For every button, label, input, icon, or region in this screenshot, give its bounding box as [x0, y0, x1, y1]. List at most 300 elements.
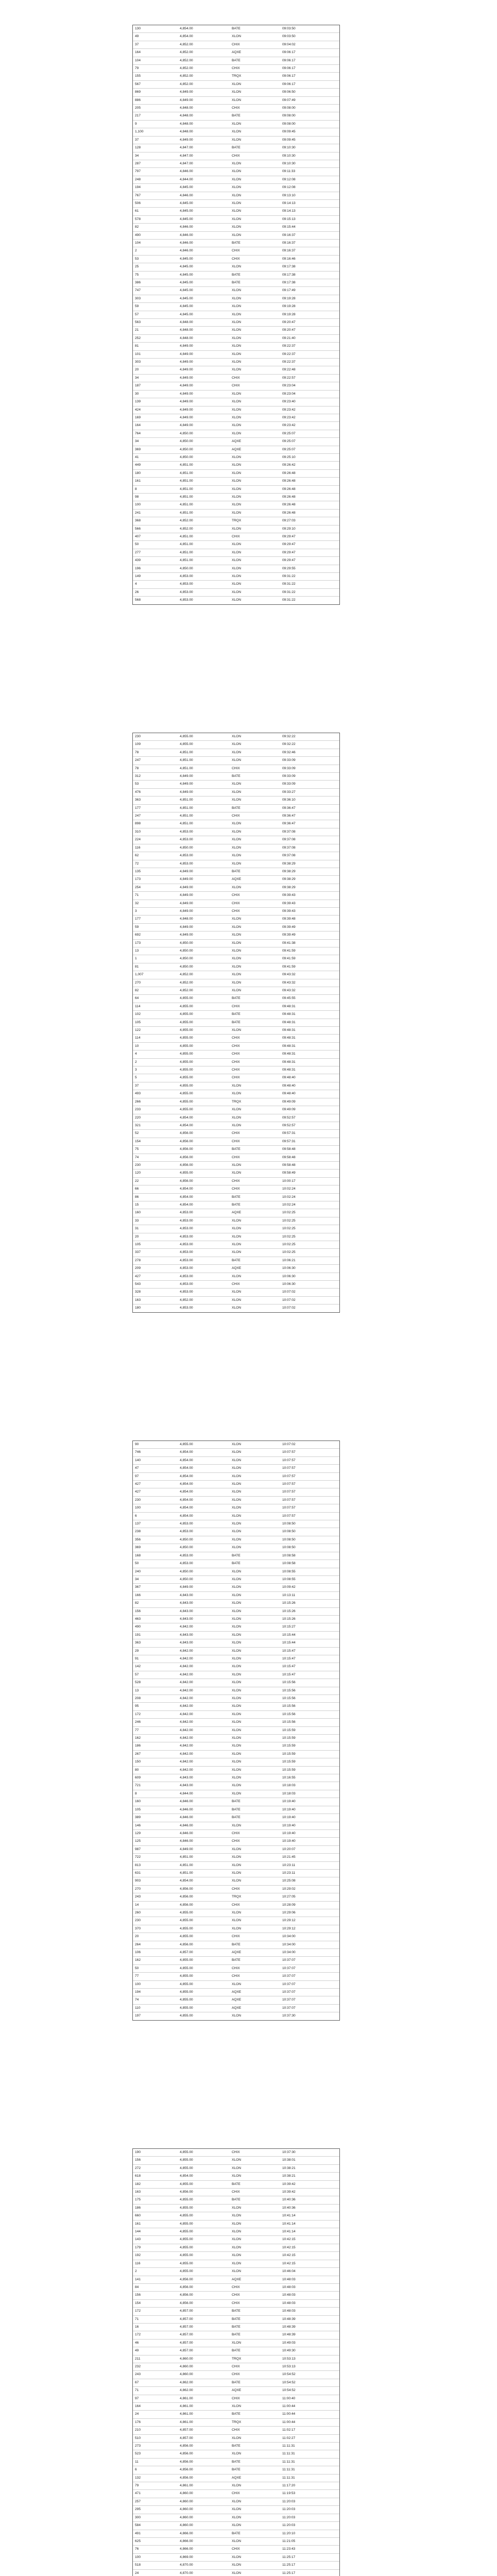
venue-cell: XLON: [230, 1090, 280, 1098]
table-row: [133, 287, 339, 295]
price-cell: 4,843.00: [178, 1782, 230, 1790]
venue-cell: XLON: [230, 192, 280, 199]
venue-cell: XLON: [230, 788, 280, 796]
quantity-cell: 154: [133, 1138, 178, 1145]
time-cell: 09:37:08: [280, 844, 339, 852]
price-cell: 4,857.00: [178, 2427, 230, 2434]
venue-cell: XLON: [230, 327, 280, 334]
table-row: [133, 1790, 339, 1798]
table-row: [133, 2569, 339, 2576]
venue-cell: CHIX: [230, 2149, 280, 2157]
time-cell: 10:02:25: [280, 1233, 339, 1241]
price-cell: 4,845.00: [178, 208, 230, 215]
table-row: [133, 1241, 339, 1249]
venue-cell: XLON: [230, 1591, 280, 1599]
quantity-cell: 164: [133, 2403, 178, 2411]
quantity-cell: 78: [133, 765, 178, 772]
venue-cell: XLON: [230, 2228, 280, 2236]
price-cell: 4,855.00: [178, 1082, 230, 1090]
quantity-cell: 2: [133, 1058, 178, 1066]
table-row: [133, 319, 339, 327]
quantity-cell: 22: [133, 1177, 178, 1185]
table-row: [133, 2220, 339, 2228]
time-cell: 09:06:17: [280, 80, 339, 88]
quantity-cell: 106: [133, 1949, 178, 1957]
table-row: [133, 2498, 339, 2505]
venue-cell: BATE: [230, 804, 280, 812]
venue-cell: XLON: [230, 1726, 280, 1734]
venue-cell: BATE: [230, 2466, 280, 2474]
price-cell: 4,866.00: [178, 2537, 230, 2545]
time-cell: 10:02:24: [280, 1185, 339, 1193]
trade-table: [133, 2149, 339, 2576]
price-cell: 4,854.00: [178, 1114, 230, 1122]
quantity-cell: 528: [133, 1679, 178, 1687]
price-cell: 4,849.00: [178, 406, 230, 414]
quantity-cell: 1,007: [133, 971, 178, 979]
time-cell: 09:36:10: [280, 796, 339, 804]
time-cell: 11:20:03: [280, 2506, 339, 2514]
table-row: [133, 453, 339, 461]
table-row: [133, 1296, 339, 1304]
table-row: [133, 1496, 339, 1504]
table-row: [133, 1814, 339, 1822]
venue-cell: BATE: [230, 2180, 280, 2188]
venue-cell: CHIX: [230, 255, 280, 263]
table-row: [133, 2212, 339, 2220]
price-cell: 4,849.00: [178, 398, 230, 406]
table-row: [133, 192, 339, 199]
venue-cell: XLON: [230, 1520, 280, 1528]
price-cell: 4,846.00: [178, 1822, 230, 1829]
price-cell: 4,855.00: [178, 995, 230, 1003]
table-row: [133, 1742, 339, 1750]
table-row: [133, 1941, 339, 1948]
time-cell: 09:37:08: [280, 852, 339, 860]
venue-cell: XLON: [230, 1536, 280, 1544]
table-row: [133, 239, 339, 247]
price-cell: 4,849.00: [178, 374, 230, 382]
price-cell: 4,855.00: [178, 2260, 230, 2267]
price-cell: 4,849.00: [178, 359, 230, 366]
price-cell: 4,855.00: [178, 1058, 230, 1066]
quantity-cell: 563: [133, 319, 178, 327]
venue-cell: XLON: [230, 963, 280, 971]
venue-cell: XLON: [230, 406, 280, 414]
price-cell: 4,855.00: [178, 1098, 230, 1106]
time-cell: 10:07:57: [280, 1481, 339, 1488]
price-cell: 4,854.00: [178, 1449, 230, 1456]
time-cell: 10:48:03: [280, 2283, 339, 2291]
table-row: [133, 2276, 339, 2283]
quantity-cell: 61: [133, 208, 178, 215]
quantity-cell: 122: [133, 1027, 178, 1035]
quantity-cell: 100: [133, 2553, 178, 2561]
price-cell: 4,860.00: [178, 2506, 230, 2514]
table-row: [133, 1822, 339, 1829]
price-cell: 4,850.00: [178, 844, 230, 852]
venue-cell: XLON: [230, 2482, 280, 2490]
quantity-cell: 100: [133, 1980, 178, 1988]
table-row: [133, 963, 339, 971]
quantity-cell: 172: [133, 1710, 178, 1718]
time-cell: 10:07:57: [280, 1456, 339, 1464]
quantity-cell: 208: [133, 1695, 178, 1703]
time-cell: 09:48:31: [280, 1035, 339, 1042]
venue-cell: XLON: [230, 1465, 280, 1472]
quantity-cell: 141: [133, 2276, 178, 2283]
price-cell: 4,851.00: [178, 509, 230, 517]
venue-cell: AQXE: [230, 446, 280, 453]
table-row: [133, 80, 339, 88]
time-cell: 09:48:40: [280, 1082, 339, 1090]
time-cell: 09:48:31: [280, 1066, 339, 1074]
time-cell: 09:03:50: [280, 33, 339, 41]
time-cell: 10:29:12: [280, 1925, 339, 1933]
trade-table-4: [132, 2148, 340, 2576]
quantity-cell: 356: [133, 1536, 178, 1544]
time-cell: 09:26:48: [280, 501, 339, 509]
price-cell: 4,846.00: [178, 1838, 230, 1845]
venue-cell: XLON: [230, 1790, 280, 1798]
price-cell: 4,849.00: [178, 876, 230, 884]
price-cell: 4,847.00: [178, 160, 230, 167]
table-row: [133, 49, 339, 57]
venue-cell: XLON: [230, 398, 280, 406]
table-row: [133, 828, 339, 836]
table-row: [133, 2012, 339, 2020]
price-cell: 4,856.00: [178, 1893, 230, 1901]
price-cell: 4,853.00: [178, 1217, 230, 1225]
quantity-cell: 692: [133, 931, 178, 939]
table-row: [133, 1273, 339, 1280]
table-row: [133, 1687, 339, 1694]
price-cell: 4,855.00: [178, 2252, 230, 2260]
venue-cell: XLON: [230, 208, 280, 215]
price-cell: 4,851.00: [178, 765, 230, 772]
table-row: [133, 493, 339, 501]
price-cell: 4,855.00: [178, 1019, 230, 1026]
table-row: [133, 1703, 339, 1710]
venue-cell: XLON: [230, 1584, 280, 1591]
price-cell: 4,861.00: [178, 2411, 230, 2418]
table-row: [133, 1544, 339, 1552]
venue-cell: XLON: [230, 1917, 280, 1925]
table-row: [133, 1035, 339, 1042]
price-cell: 4,851.00: [178, 462, 230, 469]
time-cell: 10:48:39: [280, 2331, 339, 2339]
time-cell: 10:08:58: [280, 1560, 339, 1568]
time-cell: 10:19:40: [280, 1822, 339, 1829]
venue-cell: XLON: [230, 971, 280, 979]
table-row: [133, 1607, 339, 1615]
venue-cell: XLON: [230, 263, 280, 271]
time-cell: 10:37:30: [280, 2149, 339, 2157]
venue-cell: XLON: [230, 1082, 280, 1090]
time-cell: 09:48:31: [280, 1042, 339, 1050]
price-cell: 4,849.00: [178, 788, 230, 796]
venue-cell: XLON: [230, 1481, 280, 1488]
venue-cell: XLON: [230, 1655, 280, 1663]
table-row: [133, 1798, 339, 1806]
price-cell: 4,849.00: [178, 931, 230, 939]
quantity-cell: 79: [133, 65, 178, 73]
venue-cell: XLON: [230, 955, 280, 963]
quantity-cell: 490: [133, 1623, 178, 1631]
price-cell: 4,855.00: [178, 1909, 230, 1917]
venue-cell: BATE: [230, 1806, 280, 1814]
quantity-cell: 116: [133, 2260, 178, 2267]
venue-cell: XLON: [230, 1703, 280, 1710]
time-cell: 10:48:03: [280, 2308, 339, 2315]
time-cell: 09:33:27: [280, 788, 339, 796]
price-cell: 4,848.00: [178, 112, 230, 120]
table-row: [133, 947, 339, 955]
table-row: [133, 987, 339, 995]
price-cell: 4,842.00: [178, 1663, 230, 1671]
table-row: [133, 923, 339, 931]
table-row: [133, 1138, 339, 1145]
quantity-cell: 140: [133, 1456, 178, 1464]
quantity-cell: 230: [133, 1917, 178, 1925]
quantity-cell: 84: [133, 2283, 178, 2291]
table-row: [133, 1185, 339, 1193]
quantity-cell: 493: [133, 1090, 178, 1098]
time-cell: 11:00:44: [280, 2411, 339, 2418]
time-cell: 09:39:49: [280, 923, 339, 931]
time-cell: 09:39:43: [280, 892, 339, 900]
price-cell: 4,849.00: [178, 422, 230, 430]
venue-cell: XLON: [230, 2339, 280, 2347]
table-row: [133, 1011, 339, 1019]
table-row: [133, 588, 339, 596]
venue-cell: CHIX: [230, 247, 280, 255]
table-row: [133, 1217, 339, 1225]
quantity-cell: 869: [133, 89, 178, 96]
time-cell: 09:39:49: [280, 931, 339, 939]
time-cell: 09:21:40: [280, 334, 339, 342]
venue-cell: TRQX: [230, 517, 280, 525]
table-row: [133, 2553, 339, 2561]
time-cell: 09:29:55: [280, 565, 339, 572]
price-cell: 4,855.00: [178, 2180, 230, 2188]
quantity-cell: 273: [133, 2443, 178, 2450]
table-row: [133, 868, 339, 875]
price-cell: 4,850.00: [178, 1536, 230, 1544]
price-cell: 4,854.00: [178, 1193, 230, 1201]
venue-cell: CHIX: [230, 2371, 280, 2379]
price-cell: 4,849.00: [178, 382, 230, 390]
price-cell: 4,854.00: [178, 2173, 230, 2180]
table-row: [133, 2173, 339, 2180]
price-cell: 4,862.00: [178, 2379, 230, 2386]
quantity-cell: 295: [133, 2506, 178, 2514]
time-cell: 10:15:56: [280, 1695, 339, 1703]
table-row: [133, 2196, 339, 2204]
time-cell: 09:26:48: [280, 493, 339, 501]
venue-cell: XLON: [230, 2236, 280, 2244]
quantity-cell: 210: [133, 2427, 178, 2434]
price-cell: 4,856.00: [178, 2443, 230, 2450]
trade-table: [133, 25, 339, 604]
price-cell: 4,855.00: [178, 1989, 230, 1996]
table-row: [133, 255, 339, 263]
table-row: [133, 1957, 339, 1964]
quantity-cell: 233: [133, 1106, 178, 1114]
venue-cell: XLON: [230, 796, 280, 804]
time-cell: 09:43:32: [280, 971, 339, 979]
price-cell: 4,855.00: [178, 733, 230, 741]
time-cell: 10:46:04: [280, 2268, 339, 2276]
price-cell: 4,852.00: [178, 65, 230, 73]
quantity-cell: 64: [133, 995, 178, 1003]
price-cell: 4,842.00: [178, 1655, 230, 1663]
venue-cell: XLON: [230, 2569, 280, 2576]
quantity-cell: 367: [133, 1584, 178, 1591]
price-cell: 4,855.00: [178, 2164, 230, 2172]
price-cell: 4,857.00: [178, 2347, 230, 2355]
quantity-cell: 9: [133, 120, 178, 128]
time-cell: 09:43:32: [280, 987, 339, 995]
time-cell: 10:00:17: [280, 1177, 339, 1185]
venue-cell: XLON: [230, 1719, 280, 1726]
quantity-cell: 34: [133, 374, 178, 382]
venue-cell: XLON: [230, 1106, 280, 1114]
price-cell: 4,855.00: [178, 1964, 230, 1972]
price-cell: 4,853.00: [178, 1560, 230, 1568]
venue-cell: XLON: [230, 1273, 280, 1280]
table-row: [133, 1098, 339, 1106]
price-cell: 4,849.00: [178, 366, 230, 374]
venue-cell: CHIX: [230, 1003, 280, 1010]
table-row: [133, 1257, 339, 1264]
venue-cell: XLON: [230, 836, 280, 844]
table-row: [133, 939, 339, 947]
table-row: [133, 1233, 339, 1241]
time-cell: 09:23:42: [280, 422, 339, 430]
venue-cell: CHIX: [230, 152, 280, 160]
quantity-cell: 50: [133, 541, 178, 549]
price-cell: 4,855.00: [178, 1011, 230, 1019]
price-cell: 4,849.00: [178, 773, 230, 781]
quantity-cell: 476: [133, 788, 178, 796]
venue-cell: XLON: [230, 1687, 280, 1694]
venue-cell: XLON: [230, 485, 280, 493]
price-cell: 4,866.00: [178, 2530, 230, 2537]
quantity-cell: 370: [133, 1925, 178, 1933]
quantity-cell: 156: [133, 1607, 178, 1615]
time-cell: 09:38:29: [280, 868, 339, 875]
time-cell: 10:08:50: [280, 1520, 339, 1528]
quantity-cell: 129: [133, 1829, 178, 1837]
time-cell: 09:06:17: [280, 73, 339, 80]
venue-cell: XLON: [230, 2164, 280, 2172]
table-row: [133, 1671, 339, 1679]
time-cell: 09:22:37: [280, 359, 339, 366]
quantity-cell: 764: [133, 430, 178, 437]
quantity-cell: 721: [133, 1782, 178, 1790]
venue-cell: CHIX: [230, 1154, 280, 1161]
time-cell: 09:06:17: [280, 65, 339, 73]
quantity-cell: 46: [133, 2339, 178, 2347]
quantity-cell: 173: [133, 939, 178, 947]
price-cell: 4,855.00: [178, 2204, 230, 2212]
quantity-cell: 267: [133, 1750, 178, 1758]
venue-cell: XLON: [230, 1488, 280, 1496]
time-cell: 10:39:42: [280, 2189, 339, 2196]
quantity-cell: 177: [133, 916, 178, 923]
time-cell: 11:21:05: [280, 2537, 339, 2545]
price-cell: 4,853.00: [178, 1241, 230, 1249]
quantity-cell: 8: [133, 485, 178, 493]
quantity-cell: 150: [133, 1758, 178, 1766]
table-row: [133, 581, 339, 588]
quantity-cell: 337: [133, 1249, 178, 1257]
price-cell: 4,852.00: [178, 41, 230, 48]
venue-cell: XLON: [230, 557, 280, 565]
time-cell: 10:38:01: [280, 2157, 339, 2164]
table-row: [133, 105, 339, 112]
time-cell: 09:33:09: [280, 757, 339, 765]
venue-cell: CHIX: [230, 1829, 280, 1837]
price-cell: 4,851.00: [178, 501, 230, 509]
quantity-cell: 79: [133, 2482, 178, 2490]
time-cell: 09:13:10: [280, 192, 339, 199]
venue-cell: CHIX: [230, 1838, 280, 1845]
quantity-cell: 243: [133, 1893, 178, 1901]
table-row: [133, 804, 339, 812]
table-row: [133, 2434, 339, 2442]
price-cell: 4,842.00: [178, 1719, 230, 1726]
venue-cell: XLON: [230, 136, 280, 144]
quantity-cell: 386: [133, 279, 178, 287]
time-cell: 10:15:59: [280, 1766, 339, 1774]
venue-cell: BATE: [230, 1798, 280, 1806]
quantity-cell: 264: [133, 1941, 178, 1948]
quantity-cell: 427: [133, 1488, 178, 1496]
venue-cell: XLON: [230, 923, 280, 931]
time-cell: 10:15:56: [280, 1703, 339, 1710]
table-row: [133, 89, 339, 96]
quantity-cell: 71: [133, 892, 178, 900]
table-row: [133, 1623, 339, 1631]
table-row: [133, 462, 339, 469]
quantity-cell: 82: [133, 224, 178, 231]
venue-cell: CHIX: [230, 2395, 280, 2402]
venue-cell: CHIX: [230, 2292, 280, 2299]
time-cell: 10:40:36: [280, 2196, 339, 2204]
quantity-cell: 95: [133, 1703, 178, 1710]
table-row: [133, 2260, 339, 2267]
price-cell: 4,855.00: [178, 2228, 230, 2236]
table-row: [133, 1695, 339, 1703]
quantity-cell: 722: [133, 1854, 178, 1861]
table-row: [133, 597, 339, 604]
venue-cell: BATE: [230, 2443, 280, 2450]
table-row: [133, 1289, 339, 1296]
venue-cell: XLON: [230, 501, 280, 509]
quantity-cell: 767: [133, 192, 178, 199]
venue-cell: TRQX: [230, 2418, 280, 2426]
quantity-cell: 194: [133, 184, 178, 192]
table-row: [133, 1170, 339, 1177]
price-cell: 4,847.00: [178, 144, 230, 152]
quantity-cell: 166: [133, 1591, 178, 1599]
time-cell: 09:29:47: [280, 557, 339, 565]
quantity-cell: 660: [133, 2212, 178, 2220]
quantity-cell: 20: [133, 366, 178, 374]
time-cell: 10:15:47: [280, 1655, 339, 1663]
